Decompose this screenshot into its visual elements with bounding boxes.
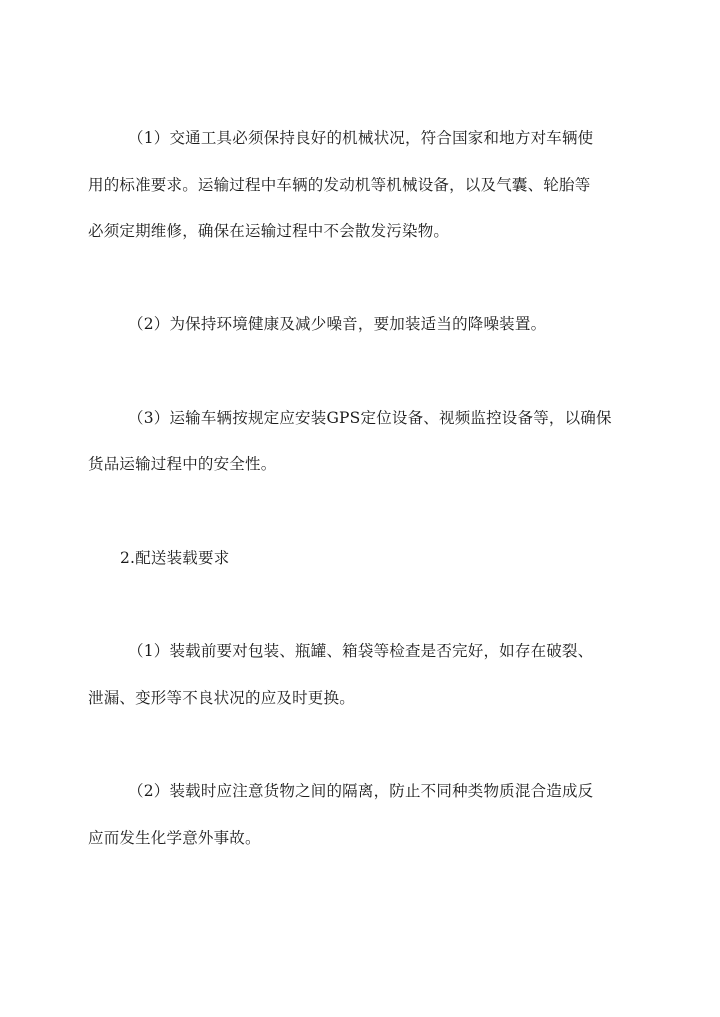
- paragraph-line: 必须定期维修，确保在运输过程中不会散发污染物。: [88, 222, 450, 240]
- paragraph-line: （3）运输车辆按规定应安装GPS定位设备、视频监控设备等，以确保: [128, 409, 612, 427]
- paragraph-line: 应而发生化学意外事故。: [88, 829, 261, 847]
- paragraph-line: （2）装载时应注意货物之间的隔离，防止不同种类物质混合造成反: [128, 782, 594, 800]
- paragraph-line: 用的标准要求。运输过程中车辆的发动机等机械设备，以及气囊、轮胎等: [88, 176, 591, 194]
- paragraph-line: 货品运输过程中的安全性。: [88, 455, 277, 473]
- paragraph-line: 泄漏、变形等不良状况的应及时更换。: [88, 689, 355, 707]
- section-heading-text: 2.配送装载要求: [120, 549, 230, 567]
- paragraph-line: （1）交通工具必须保持良好的机械状况，符合国家和地方对车辆使: [128, 129, 594, 147]
- paragraph-line: （1）装载前要对包装、瓶罐、箱袋等检查是否完好，如存在破裂、: [128, 642, 594, 660]
- paragraph-line: （2）为保持环境健康及减少噪音，要加装适当的降噪装置。: [128, 315, 547, 333]
